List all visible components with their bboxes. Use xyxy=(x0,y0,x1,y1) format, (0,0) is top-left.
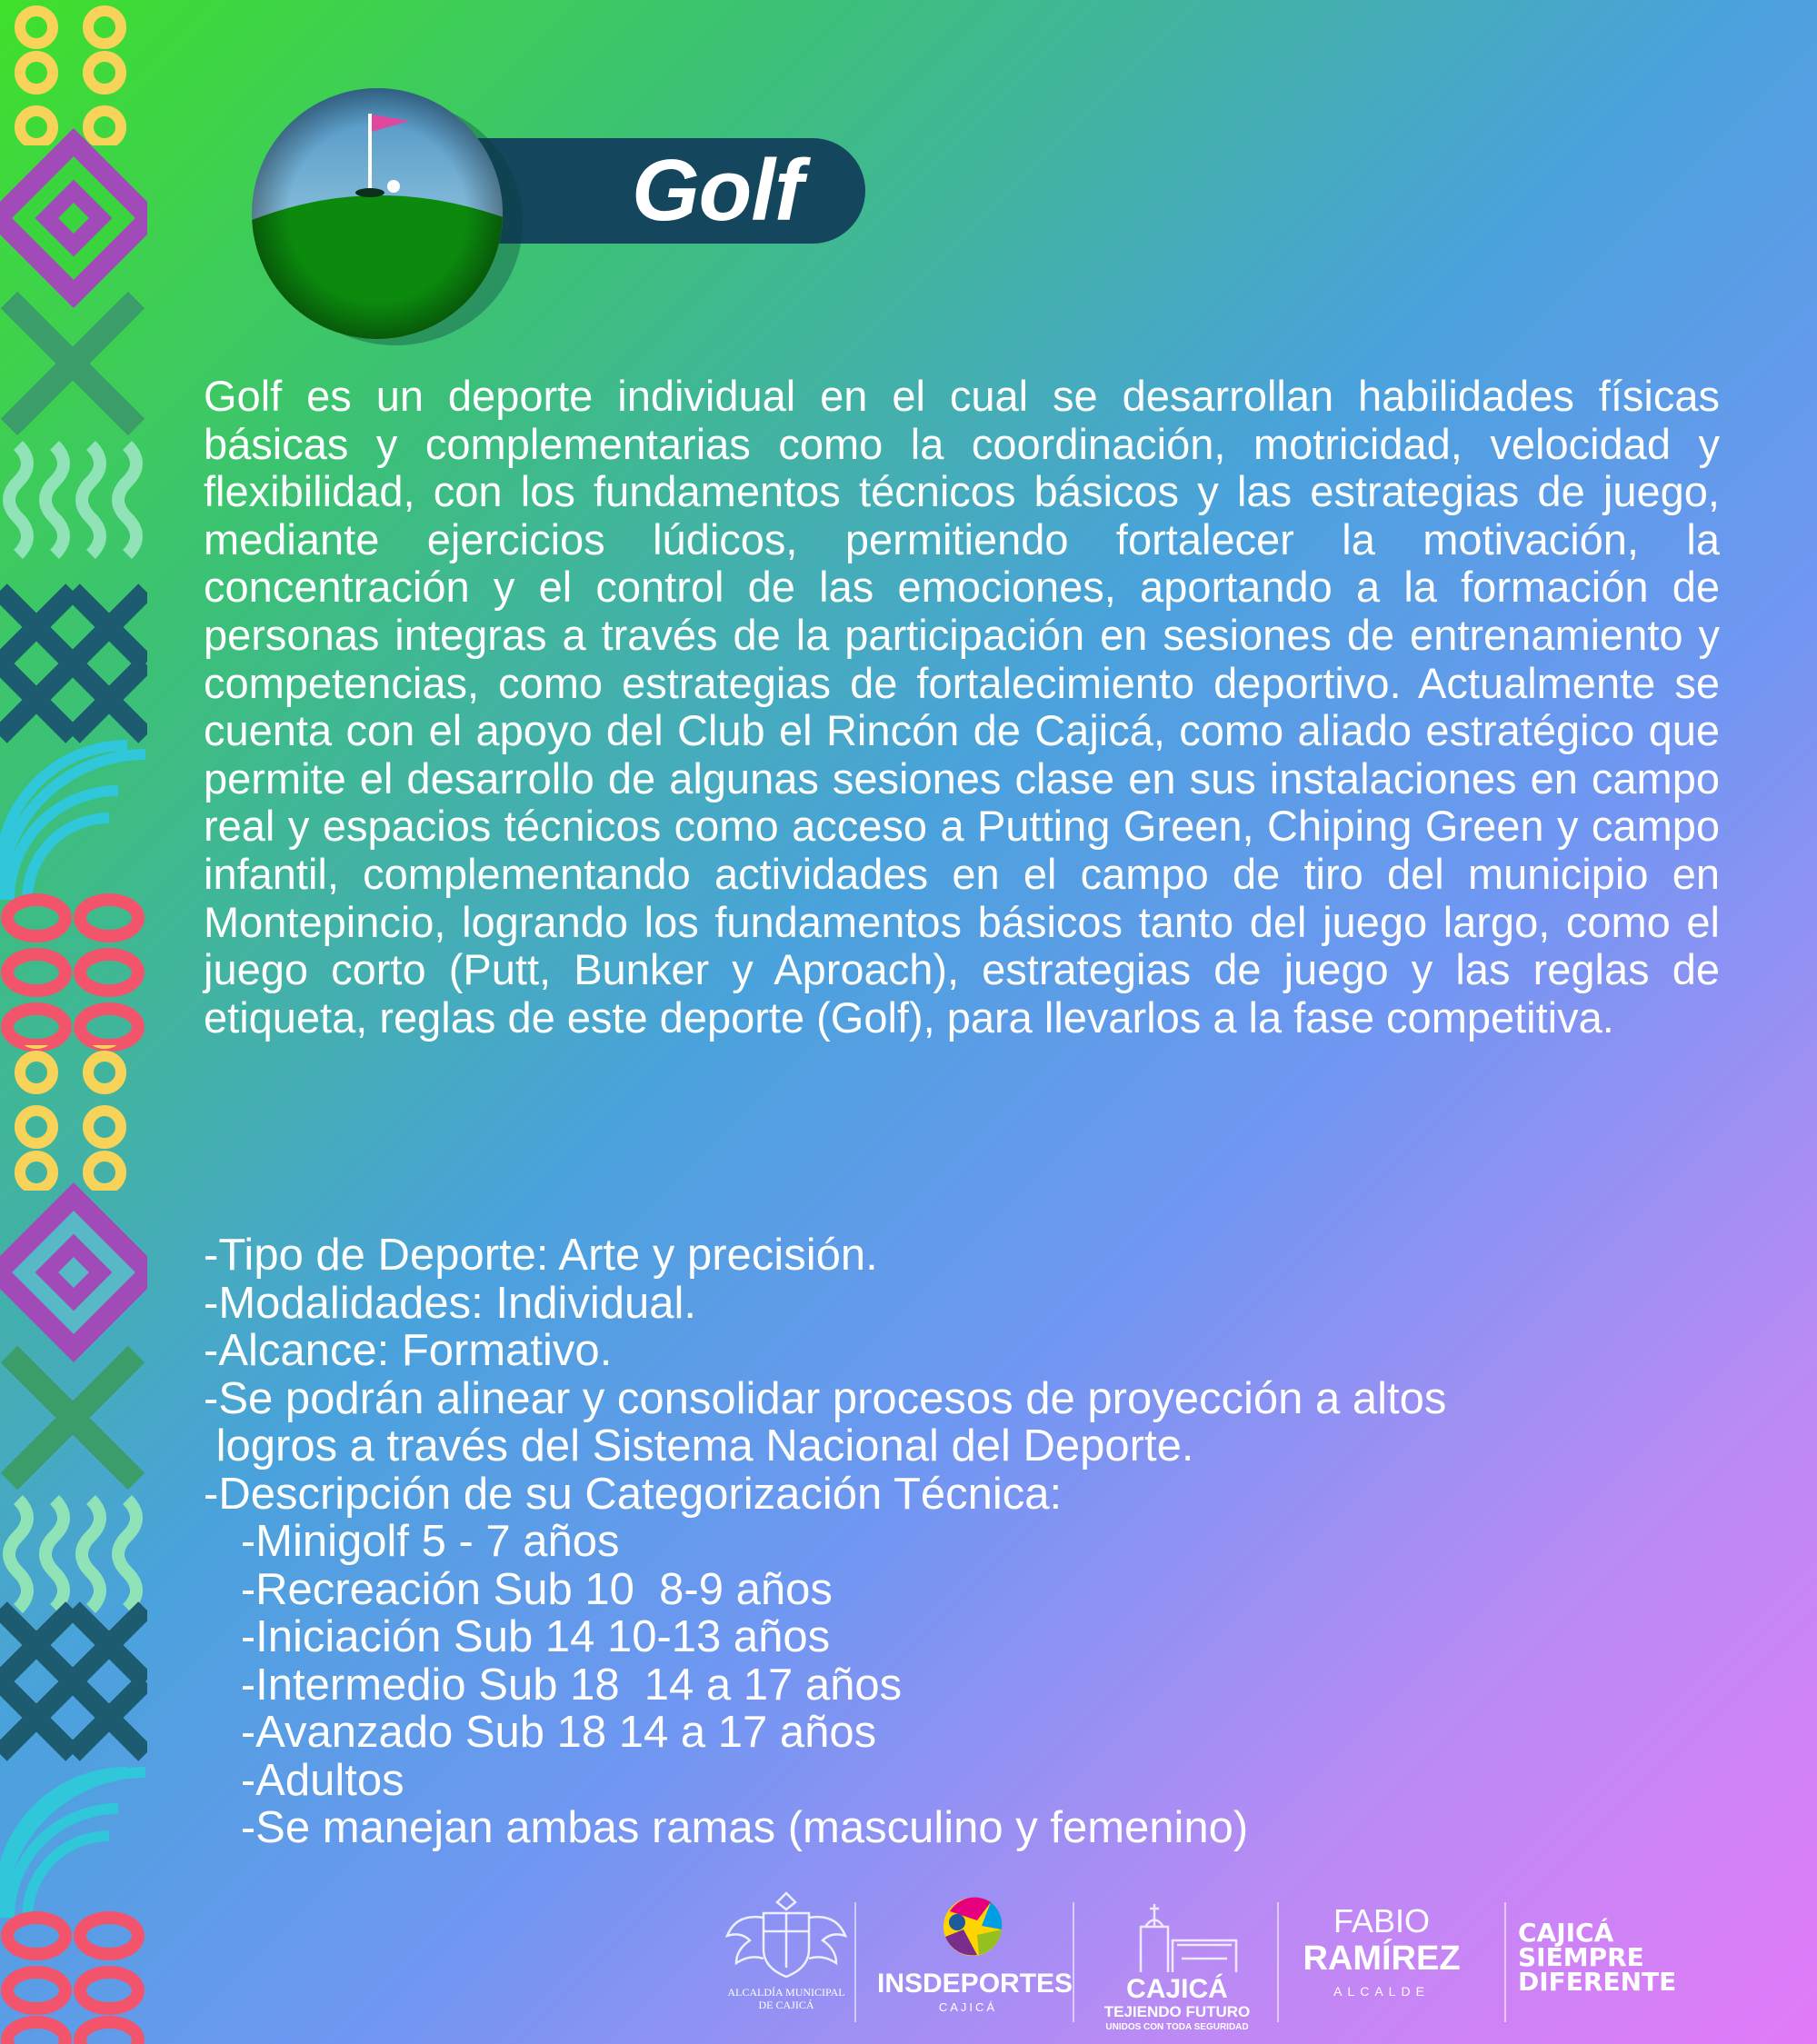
list-item: -Se manejan ambas ramas (masculino y femenino) xyxy=(204,1803,1249,1852)
fabio-role: ALCALDE xyxy=(1333,1984,1430,1999)
coat-of-arms-icon xyxy=(718,1886,854,1986)
golf-ball-icon xyxy=(245,86,527,345)
cajica-title: CAJICÁ xyxy=(1126,1974,1228,2004)
list-item: -Avanzado Sub 18 14 a 17 años xyxy=(204,1708,877,1757)
cajica-small-text: UNIDOS CON TODA SEGURIDAD xyxy=(1105,2022,1249,2032)
list-item: -Tipo de Deporte: Arte y precisión. xyxy=(204,1231,878,1280)
fabio-last-name: RAMÍREZ xyxy=(1303,1939,1461,1978)
alcaldia-logo xyxy=(718,1886,854,2040)
divider xyxy=(1277,1902,1279,2022)
slogan-line-3: DIFERENTE xyxy=(1518,1967,1677,1997)
church-icon xyxy=(1086,1886,1268,1977)
insdeportes-logo xyxy=(877,1886,1073,2040)
list-item: -Descripción de su Categorización Técnica: xyxy=(204,1469,1063,1519)
list-item: -Iniciación Sub 14 10-13 años xyxy=(204,1612,831,1661)
list-item: -Adultos xyxy=(204,1755,404,1805)
alcaldia-line-2: DE CAJICÁ xyxy=(758,1999,814,2011)
divider xyxy=(854,1902,856,2022)
slogan-line-1: CAJICÁ xyxy=(1518,1918,1614,1948)
cajica-siempre-diferente-logo xyxy=(1518,1886,1727,2040)
divider xyxy=(1504,1902,1506,2022)
page-title: Golf xyxy=(632,142,803,239)
pattern-icon xyxy=(0,0,147,2044)
cajica-tagline: TEJIENDO FUTURO xyxy=(1103,2003,1251,2020)
divider xyxy=(1073,1902,1074,2022)
cajica-tejiendo-futuro-logo xyxy=(1086,1886,1268,2040)
insdeportes-sub: CAJICÁ xyxy=(938,2000,998,2014)
list-item: -Alcance: Formativo. xyxy=(204,1326,613,1375)
footer-logos xyxy=(709,1886,1745,2040)
decorative-pattern-strip xyxy=(0,0,147,2044)
list-item: -Se podrán alinear y consolidar procesos de proyección a altos xyxy=(204,1373,1447,1423)
fabio-first-name: FABIO xyxy=(1333,1902,1431,1939)
sport-description: Golf es un deporte individual en el cual se desarrollan habilidades físicas básicas y complementarias como la coordinación, motricidad, velocidad y flexibilidad, con los fundamentos técnicos básicos y las estrategias de juego, mediante ejercicios lúdicos, permitiendo fortalecer la motivación, la concentración y el control de las emociones, aportando a la formación de personas integras a través de la participación en sesiones de entrenamiento y competencias, como estrategias de fortalecimiento deportivo. Actualmente se cuenta con el apoyo del Club el Rincón de Cajicá, como aliado estratégico que permite el desarrollo de algunas sesiones clase en sus instalaciones en campo real y espacios técnicos como acceso a Putting Green, Chiping Green y campo infantil, complementando actividades en el campo de tiro del municipio en Montepincio, logrando los fundamentos básicos tanto del juego largo, como el juego corto (Putt, Bunker y Aproach), estrategias de juego y las reglas de etiqueta, reglas de este deporte (Golf), para llevarlos a la fase competitiva. xyxy=(204,372,1720,1042)
sport-details-list xyxy=(204,1231,1740,1852)
list-item: -Minigolf 5 - 7 años xyxy=(204,1517,620,1566)
list-item: logros a través del Sistema Nacional del Deporte. xyxy=(204,1421,1194,1471)
slogan-line-2: SIEMPRE xyxy=(1518,1942,1644,1972)
list-item: -Intermedio Sub 18 14 a 17 años xyxy=(204,1660,903,1710)
list-item: -Modalidades: Individual. xyxy=(204,1278,697,1328)
insdeportes-mark-icon xyxy=(877,1886,1059,1968)
list-item: -Recreación Sub 10 8-9 años xyxy=(204,1564,833,1614)
insdeportes-label: INSDEPORTES xyxy=(877,1969,1073,1999)
fabio-ramirez-logo xyxy=(1291,1886,1473,2040)
alcaldia-line-1: ALCALDÍA MUNICIPAL xyxy=(727,1986,845,1999)
